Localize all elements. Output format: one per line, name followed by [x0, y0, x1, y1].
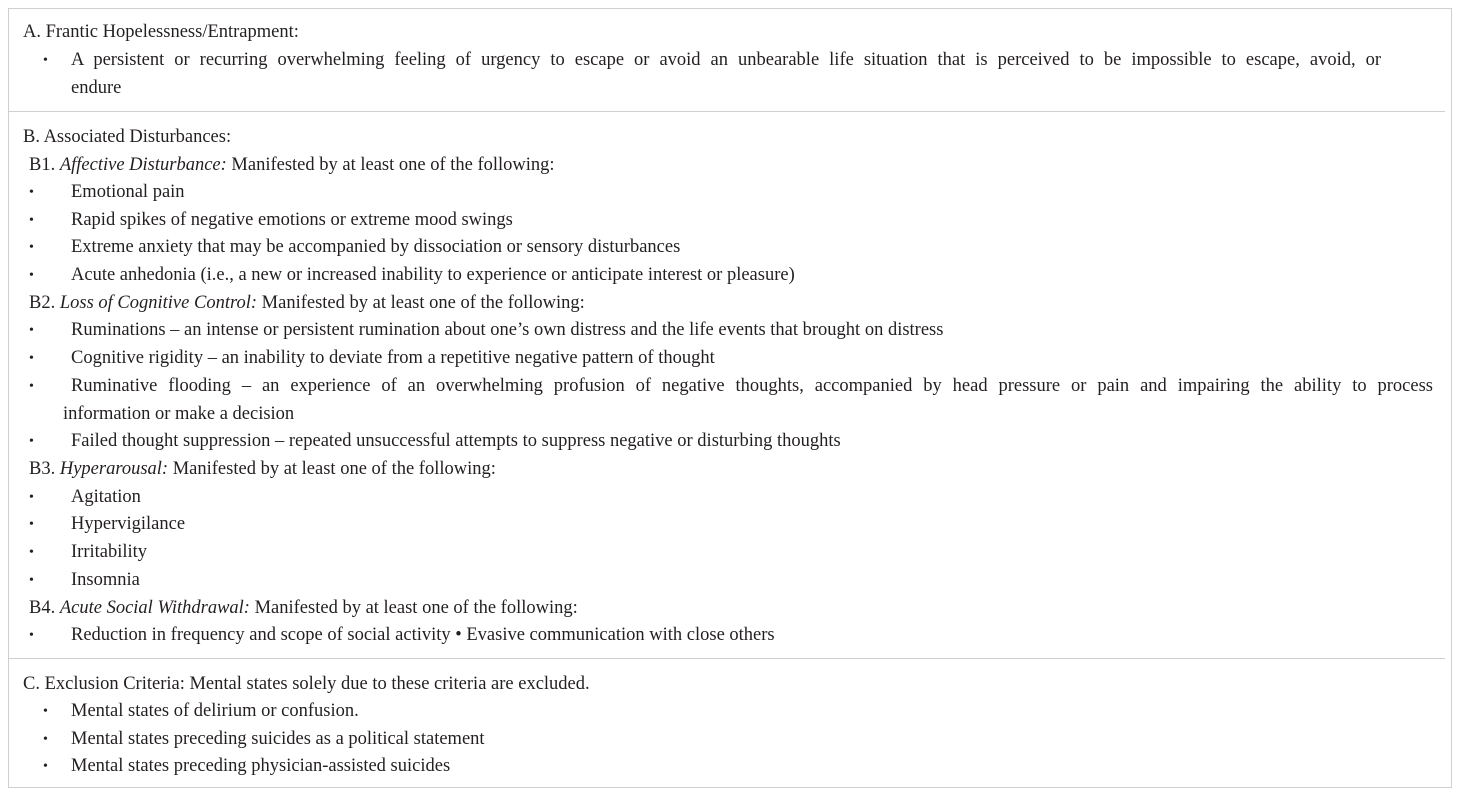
- bullet: •: [29, 351, 34, 366]
- bullet: •: [29, 185, 34, 200]
- section-b-heading: B. Associated Disturbances:: [23, 127, 232, 147]
- b1-title: Affective Disturbance:: [59, 155, 227, 175]
- section-c-item: Mental states preceding suicides as a political statement: [71, 729, 485, 749]
- b1-item: Extreme anxiety that may be accompanied by dissociation or sensory disturbances: [71, 237, 681, 257]
- b3-item: Hypervigilance: [71, 514, 186, 534]
- b4-title: Acute Social Withdrawal:: [59, 598, 250, 618]
- b3-title: Hyperarousal:: [59, 459, 169, 479]
- b1-rest: Manifested by at least one of the following:: [231, 155, 555, 175]
- b3-rest: Manifested by at least one of the following:: [172, 459, 496, 479]
- bullet: •: [29, 240, 34, 255]
- bullet: •: [29, 213, 34, 228]
- b1-subheading: [29, 155, 555, 175]
- bullet: •: [29, 628, 34, 643]
- b3-item: Irritability: [71, 542, 148, 562]
- section-c-item: Mental states preceding physician-assisted suicides: [71, 756, 451, 776]
- b2-title: Loss of Cognitive Control:: [59, 293, 258, 313]
- b1-item: Acute anhedonia (i.e., a new or increased inability to experience or anticipate interest or pleasure): [71, 265, 795, 285]
- b1-item: Rapid spikes of negative emotions or extreme mood swings: [71, 210, 513, 230]
- b3-label: B3.: [29, 459, 56, 479]
- b3-subheading: [29, 459, 496, 479]
- section-a-heading: A. Frantic Hopelessness/Entrapment:: [23, 22, 299, 42]
- criteria-table: [8, 8, 1452, 788]
- bullet: •: [29, 573, 34, 588]
- b2-rest: Manifested by at least one of the following:: [261, 293, 585, 313]
- b2-item: Ruminative flooding – an experience of an overwhelming profusion of negative thoughts, accompanied by head pressure or pain and impairing the ability to process: [71, 376, 1433, 396]
- bullet: •: [29, 379, 34, 394]
- bullet: •: [29, 268, 34, 283]
- b4-subheading: [29, 598, 578, 618]
- bullet: •: [43, 759, 48, 774]
- b2-item: Ruminations – an intense or persistent rumination about one’s own distress and the life events that brought on distress: [71, 320, 944, 340]
- section-a-item-line1: A persistent or recurring overwhelming feeling of urgency to escape or avoid an unbearable life situation that is perceived to be impossible to escape, avoid, or: [71, 50, 1381, 70]
- b1-item: Emotional pain: [71, 182, 185, 202]
- b2-item: Cognitive rigidity – an inability to deviate from a repetitive negative pattern of thought: [71, 348, 715, 368]
- row-divider: [9, 111, 1445, 112]
- b4-rest: Manifested by at least one of the following:: [254, 598, 578, 618]
- b2-item: Failed thought suppression – repeated unsuccessful attempts to suppress negative or disturbing thoughts: [71, 431, 841, 451]
- b2-item-continuation: information or make a decision: [63, 404, 295, 424]
- bullet: •: [29, 517, 34, 532]
- section-c-item: Mental states of delirium or confusion.: [71, 701, 359, 721]
- b2-subheading: [29, 293, 585, 313]
- b4-item: Reduction in frequency and scope of social activity • Evasive communication with close others: [71, 625, 775, 645]
- bullet: •: [29, 545, 34, 560]
- b4-label: B4.: [29, 598, 56, 618]
- b2-label: B2.: [29, 293, 56, 313]
- b3-item: Insomnia: [71, 570, 140, 590]
- bullet: •: [29, 434, 34, 449]
- bullet: •: [29, 323, 34, 338]
- section-a-item-line2: endure: [71, 78, 122, 98]
- bullet: •: [43, 732, 48, 747]
- b3-item: Agitation: [71, 487, 141, 507]
- bullet: •: [29, 490, 34, 505]
- bullet: •: [43, 704, 48, 719]
- section-c-heading: C. Exclusion Criteria: Mental states solely due to these criteria are excluded.: [23, 674, 590, 694]
- bullet: •: [43, 53, 48, 68]
- row-divider: [9, 658, 1445, 659]
- b1-label: B1.: [29, 155, 56, 175]
